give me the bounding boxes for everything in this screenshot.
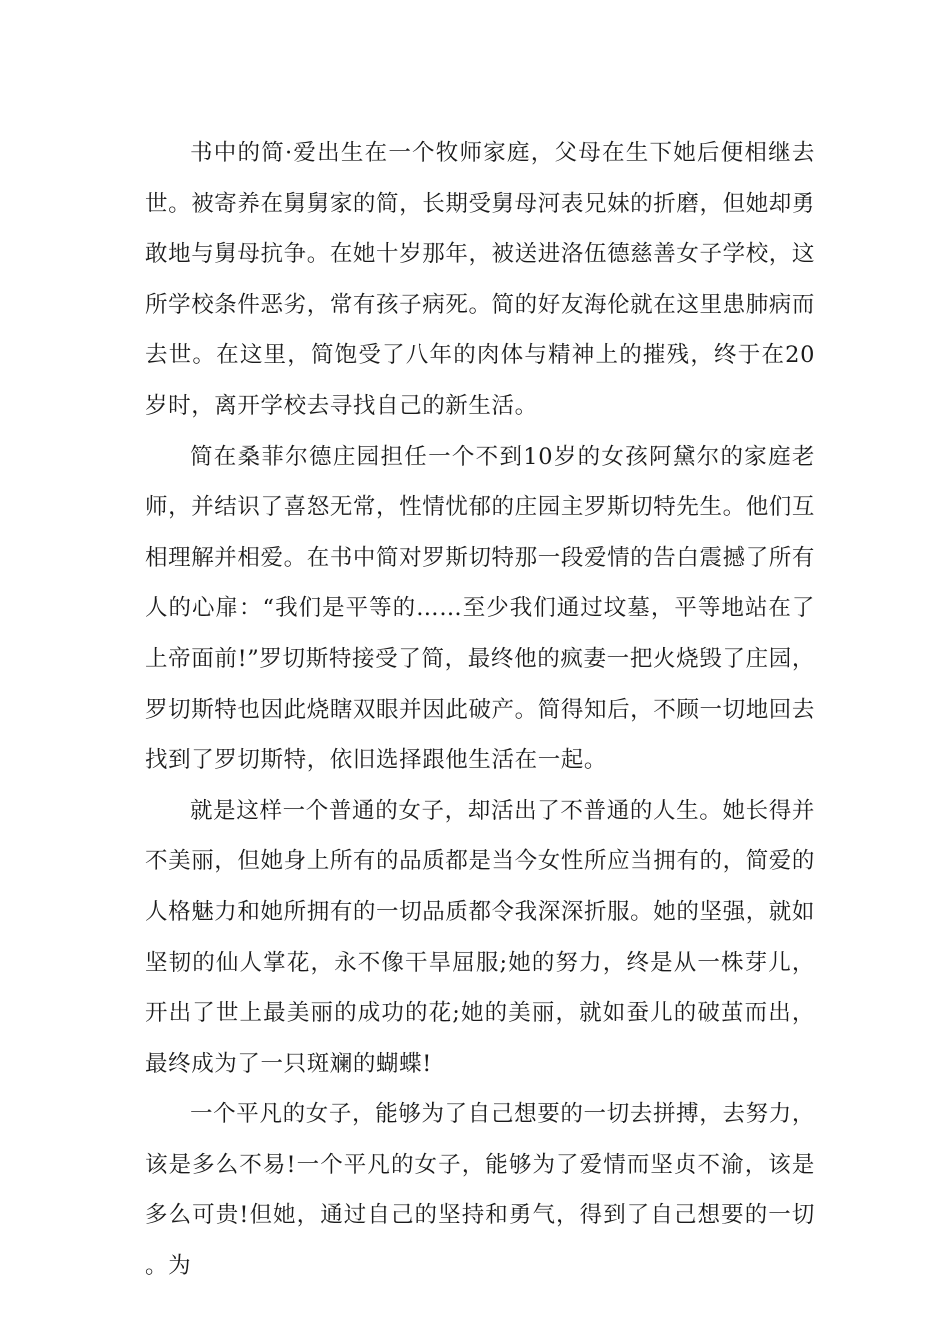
- paragraph-2: 简在桑菲尔德庄园担任一个不到10岁的女孩阿黛尔的家庭老师，并结识了喜怒无常，性情忧郁的庄园主罗斯切特先生。他们互相理解并相爱。在书中简对罗斯切特那一段爱情的告白震撼了所有人的心扉：“我们是平等的……至少我们通过坟墓，平等地站在了上帝面前!”罗切斯特接受了简，最终他的疯妻一把火烧毁了庄园，罗切斯特也因此烧瞎双眼并因此破产。简得知后，不顾一切地回去找到了罗切斯特，依旧选择跟他生活在一起。: [145, 443, 815, 774]
- paragraph-1: 书中的简·爱出生在一个牧师家庭，父母在生下她后便相继去世。被寄养在舅舅家的简，长期受舅母河表兄妹的折磨，但她却勇敢地与舅母抗争。在她十岁那年，被送进洛伍德慈善女子学校，这所学校条件恶劣，常有孩子病死。简的好友海伦就在这里患肺病而去世。在这里，简饱受了八年的肉体与精神上的摧残，终于在20岁时，离开学校去寻找自己的新生活。: [145, 140, 815, 419]
- paragraph-4: 一个平凡的女子，能够为了自己想要的一切去拼搏，去努力，该是多么不易!一个平凡的女子，能够为了爱情而坚贞不渝，该是多么可贵!但她，通过自己的坚持和勇气，得到了自己想要的一切。为: [145, 1101, 815, 1280]
- paragraph-3: 就是这样一个普通的女子，却活出了不普通的人生。她长得并不美丽，但她身上所有的品质都是当今女性所应当拥有的，简爱的人格魅力和她所拥有的一切品质都令我深深折服。她的坚强，就如坚韧的仙人掌花，永不像干旱屈服;她的努力，终是从一株芽儿，开出了世上最美丽的成功的花;她的美丽，就如蚕儿的破茧而出，最终成为了一只斑斓的蝴蝶!: [145, 797, 815, 1077]
- document-page: [145, 128, 815, 1292]
